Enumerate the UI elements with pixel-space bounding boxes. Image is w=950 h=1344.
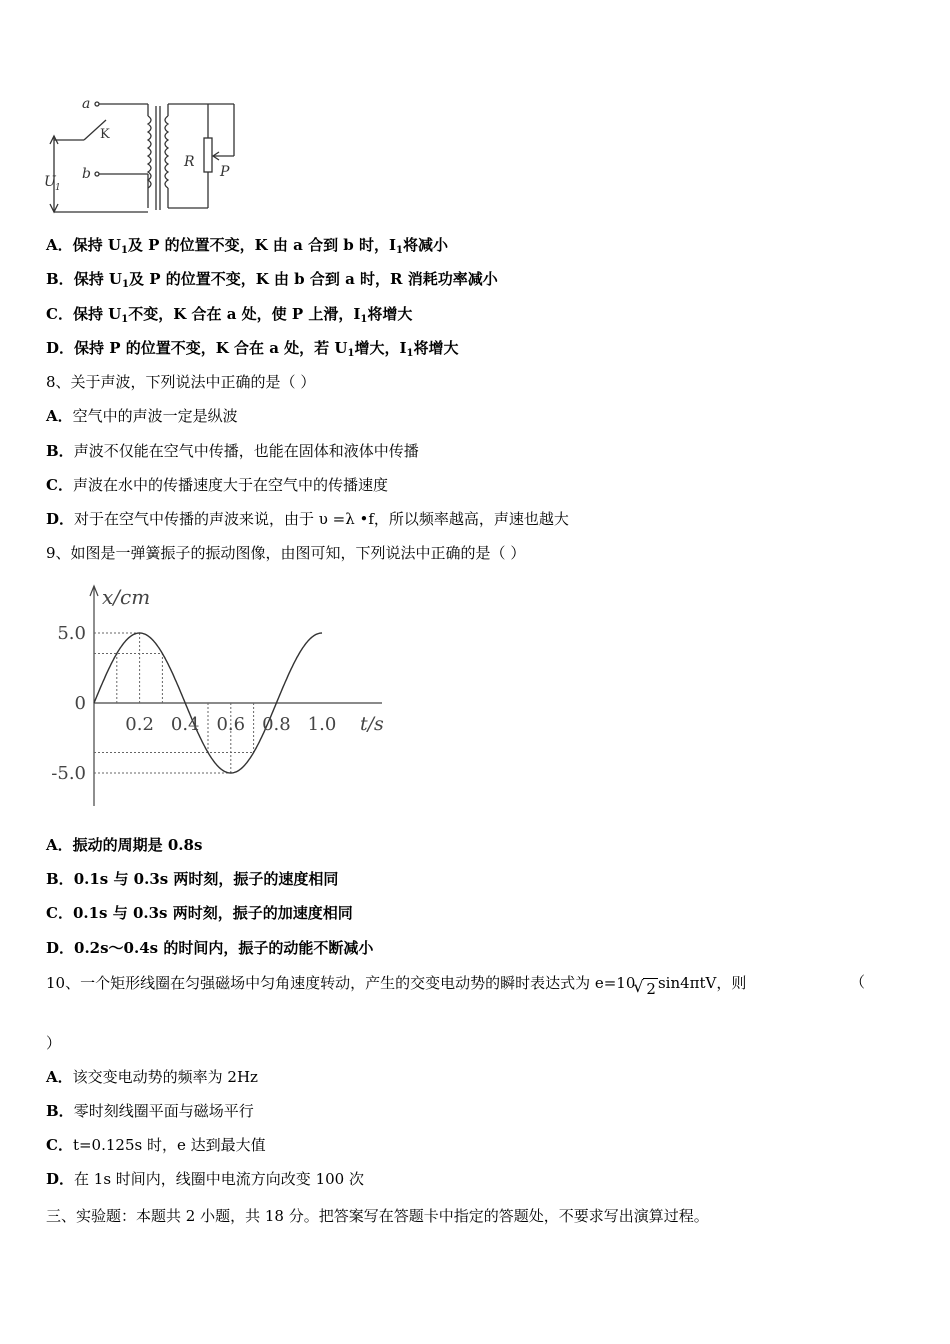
- q10-close-paren: ）: [46, 1034, 62, 1052]
- q10-open-paren: （: [850, 973, 866, 991]
- q9-option-d: D．0.2s～0.4s 的时间内，振子的动能不断减小: [46, 939, 374, 957]
- q10-option-c: C．t=0.125s 时，e 达到最大值: [46, 1136, 266, 1154]
- q8-option-a: A．空气中的声波一定是纵波: [46, 407, 238, 425]
- vibration-graph: [44, 578, 396, 810]
- x-tick-label: 0.4: [170, 714, 200, 735]
- q7-option-d: D．保持 P 的位置不变，K 合在 a 处，若 $U_1$增大，$I_1$将增大: [46, 339, 459, 359]
- q10-stem: 10、一个矩形线圈在匀强磁场中匀角速度转动，产生的交变电动势的瞬时表达式为 e=10√ 2 sin4πtV，则 （: [46, 972, 866, 993]
- transformer-circuit-diagram: [44, 96, 240, 218]
- y-tick-label: 5.0: [57, 623, 86, 644]
- x-tick-label: 0.8: [262, 714, 291, 735]
- q9-option-b: B．0.1s 与 0.3s 两时刻，振子的速度相同: [46, 870, 339, 888]
- y-tick-label: -5.0: [51, 763, 86, 784]
- q10-option-d: D．在 1s 时间内，线圈中电流方向改变 100 次: [46, 1170, 364, 1188]
- voltage-subscript: 1: [55, 183, 61, 193]
- q8-stem: 8、关于声波，下列说法中正确的是（ ）: [46, 373, 316, 391]
- sqrt-expression: √ 2: [643, 978, 658, 999]
- y-tick-label: 0: [74, 693, 86, 714]
- y-axis-label: x/cm: [102, 585, 151, 609]
- q8-option-c: C．声波在水中的传播速度大于在空气中的传播速度: [46, 476, 388, 494]
- x-tick-label: 0.6: [216, 714, 246, 735]
- q7-option-b: B．保持 $U_1$及 P 的位置不变，K 由 b 合到 a 时，R 消耗功率减小: [46, 270, 498, 290]
- x-axis-label: t/s: [360, 713, 384, 735]
- x-tick-label: 1.0: [307, 714, 337, 735]
- q10-option-b: B．零时刻线圈平面与磁场平行: [46, 1102, 254, 1120]
- q10-option-a: A．该交变电动势的频率为 2Hz: [46, 1068, 258, 1086]
- q8-option-d: D．对于在空气中传播的声波来说，由于 υ =λ •f，所以频率越高，声速也越大: [46, 510, 569, 528]
- terminal-a-label: a: [82, 96, 91, 112]
- voltage-label: U: [44, 174, 56, 190]
- q9-option-a: A．振动的周期是 0.8s: [46, 836, 203, 854]
- resistor-label: R: [184, 154, 195, 170]
- q7-option-c: C．保持 $U_1$不变，K 合在 a 处，使 P 上滑，$I_1$将增大: [46, 305, 413, 325]
- q7-option-a: A．保持 $U_1$及 P 的位置不变，K 由 a 合到 b 时，$I_1$将减小: [46, 236, 449, 256]
- q9-option-c: C．0.1s 与 0.3s 两时刻，振子的加速度相同: [46, 904, 353, 922]
- q8-option-b: B．声波不仅能在空气中传播，也能在固体和液体中传播: [46, 442, 419, 460]
- q9-stem: 9、如图是一弹簧振子的振动图像，由图可知，下列说法中正确的是（ ）: [46, 544, 526, 562]
- switch-label: K: [100, 127, 110, 142]
- x-tick-label: 0.2: [125, 714, 154, 735]
- slider-label: P: [220, 164, 230, 180]
- terminal-b-label: b: [82, 166, 91, 182]
- section-3-heading: 三、实验题：本题共 2 小题，共 18 分。把答案写在答题卡中指定的答题处，不要求写出演算过程。: [46, 1207, 709, 1225]
